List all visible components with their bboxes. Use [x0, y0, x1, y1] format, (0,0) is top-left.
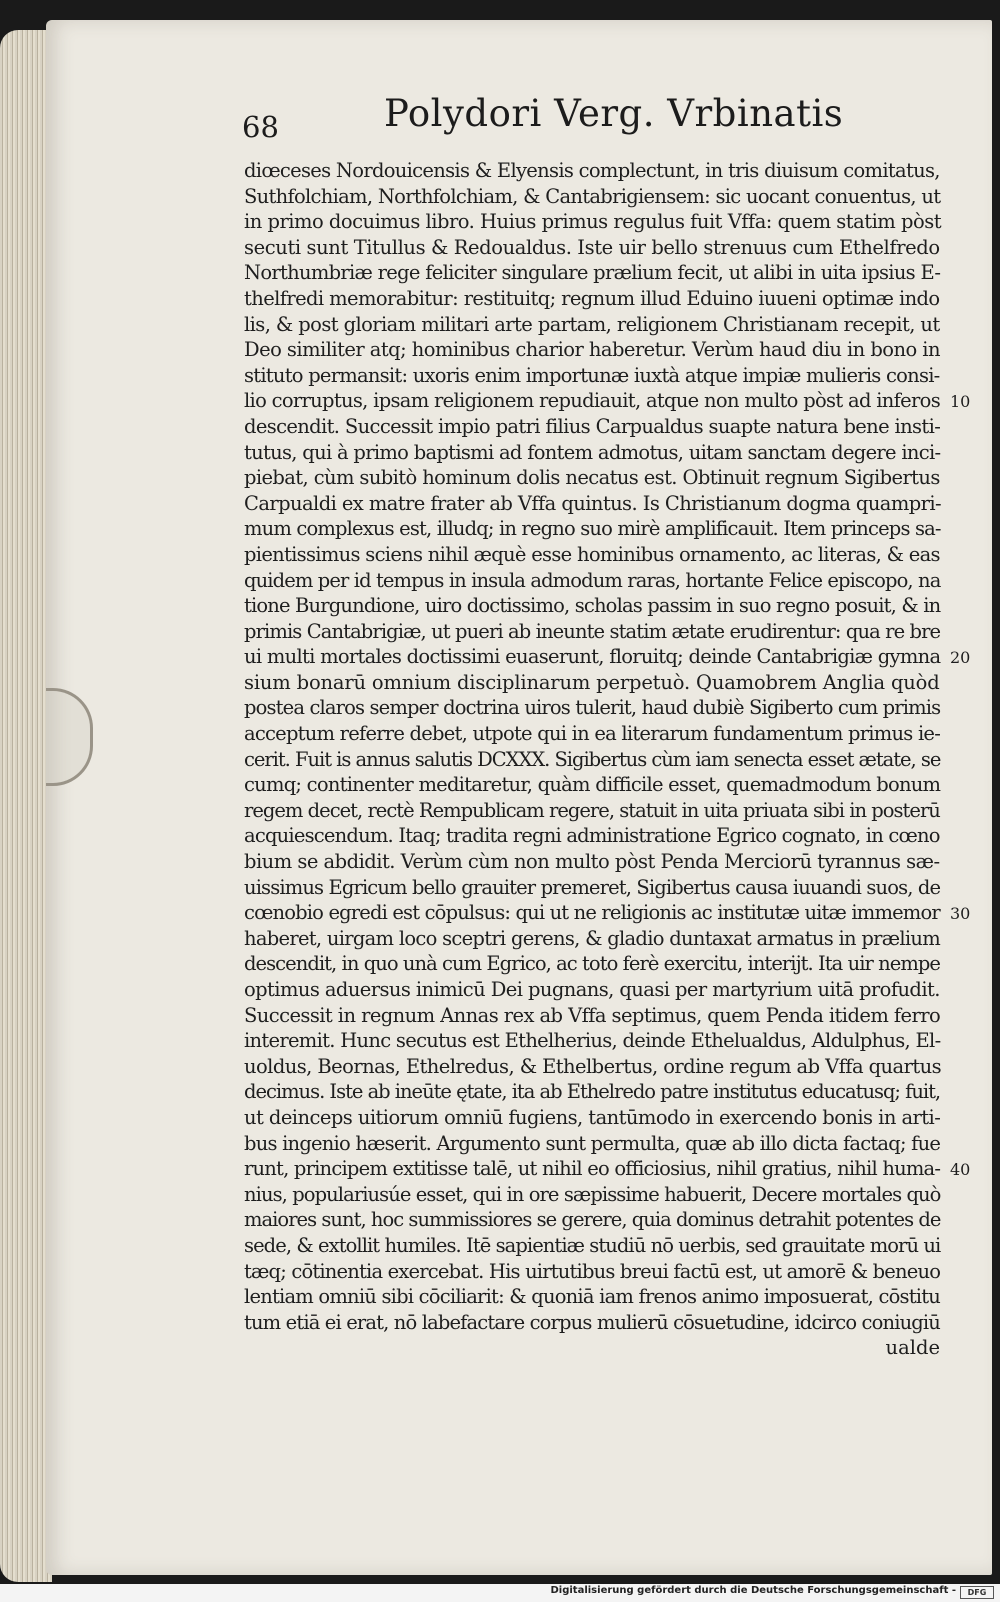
margin-line-number: 30 — [950, 904, 971, 924]
text-line: ut deinceps uitiorum omniū fugiens, tantūmodo in exercendo bonis in arti- — [244, 1105, 941, 1129]
text-line: secuti sunt Titullus & Redoualdus. Iste uir bello strenuus cum Ethelfredo — [244, 235, 940, 259]
text-line: regem decet, rectè Rempublicam regere, statuit in uita priuata sibi in posterū — [244, 798, 940, 822]
text-line: runt, principem extitisse talē, ut nihil eo officiosius, nihil gratius, nihil huma- — [244, 1157, 941, 1181]
text-line: Carpualdi ex matre frater ab Vffa quintus. Is Christianum dogma quampri- — [244, 491, 942, 515]
text-line: bium se abdidit. Verùm cùm non multo pòst Penda Merciorū tyrannus sæ- — [244, 850, 940, 874]
text-line: Deo similiter atq; hominibus charior haberetur. Verùm haud diu in bono in — [244, 338, 941, 362]
footer-credit: Digitalisierung gefördert durch die Deutsche Forschungsgemeinschaft - — [550, 1585, 956, 1596]
text-line: tæq; cōtinentia exercebat. His uirtutibus breui factū est, ut amorē & beneuo — [244, 1259, 941, 1283]
text-line: uissimus Egricum bello grauiter premeret, Sigibertus causa iuuandi suos, de — [244, 875, 941, 899]
text-line: haberet, uirgam loco sceptri gerens, & gladio duntaxat armatus in prælium — [244, 926, 941, 950]
page-number: 68 — [242, 110, 279, 144]
text-line: tutus, qui à primo baptismi ad fontem admotus, uitam sanctam degere inci- — [244, 440, 941, 464]
margin-line-number: 40 — [950, 1160, 971, 1180]
text-line: acquiescendum. Itaq; tradita regni administratione Egrico cognato, in cœno — [244, 824, 940, 848]
text-line: in primo docuimus libro. Huius primus regulus fuit Vffa: quem statim pòst — [244, 210, 942, 234]
margin-line-number: 10 — [950, 392, 971, 412]
footer-bar — [0, 1584, 1000, 1602]
text-line: primis Cantabrigiæ, ut pueri ab ineunte statim ætate erudirentur: qua re bre — [244, 619, 941, 643]
text-line: diœceses Nordouicensis & Elyensis complectunt, in tris diuisum comitatus, — [244, 159, 940, 182]
text-line: thelfredi memorabitur: restituitq; regnum illud Eduino iuueni optimæ indo — [244, 286, 940, 310]
text-line: interemit. Hunc secutus est Ethelherius, deinde Ethelualdus, Aldulphus, El- — [244, 1029, 941, 1053]
text-line: acceptum referre debet, utpote qui in ea literarum fundamentum primus ie- — [244, 722, 941, 746]
text-line: Successit in regnum Annas rex ab Vffa septimus, quem Penda itidem ferro — [244, 1003, 941, 1027]
dfg-logo-icon: DFG — [960, 1586, 994, 1599]
text-line: mum complexus est, illudq; in regno suo mirè amplificauit. Item princeps sa- — [244, 517, 941, 541]
text-line: sium bonarū omnium disciplinarum perpetuò. Quamobrem Anglia quòd — [244, 670, 940, 694]
text-line: lentiam omniū sibi cōciliarit: & quoniā iam frenos animo imposuerat, cōstitu — [244, 1285, 941, 1309]
text-line: lio corruptus, ipsam religionem repudiauit, atque non multo pòst ad inferos — [244, 389, 941, 413]
text-line: cœnobio egredi est cōpulsus: qui ut ne religionis ac institutæ uitæ immemor — [244, 901, 940, 925]
text-line: uoldus, Beornas, Ethelredus, & Ethelbertus, ordine regum ab Vffa quartus — [244, 1054, 942, 1078]
text-line: Suthfolchiam, Northfolchiam, & Cantabrigiensem: sic uocant conuentus, ut — [244, 184, 941, 208]
text-line: cerit. Fuit is annus salutis DCXXX. Sigibertus cùm iam senecta esset ætate, se — [244, 747, 941, 771]
text-line: descendit. Successit impio patri filius Carpualdus suapte natura bene insti- — [244, 414, 941, 438]
text-line: piebat, cùm subitò hominum dolis necatus est. Obtinuit regnum Sigibertus — [244, 466, 940, 490]
text-line: descendit, in quo unà cum Egrico, ac toto ferè exercitu, interijt. Ita uir nempe — [244, 952, 940, 976]
text-line: maiores sunt, hoc summissiores se gerere, quia dominus detrahit potentes de — [244, 1208, 941, 1232]
text-line: stituto permansit: uxoris enim importunæ iuxtà atque impiæ mulieris consi- — [244, 363, 940, 387]
body-text — [244, 158, 940, 1361]
text-line: tum etiā ei erat, nō labefactare corpus mulierū cōsuetudine, idcirco coniugiū — [244, 1310, 940, 1334]
text-line: quidem per id tempus in insula admodum raras, hortante Felice episcopo, na — [244, 568, 941, 592]
text-line: ui multi mortales doctissimi euaserunt, floruitq; deinde Cantabrigiæ gymna — [244, 645, 941, 669]
text-line: Northumbriæ rege feliciter singulare prælium fecit, ut alibi in uita ipsius E- — [244, 261, 941, 285]
margin-line-number: 20 — [950, 648, 971, 668]
text-line: pientissimus sciens nihil æquè esse hominibus ornamento, ac literas, & eas — [244, 542, 940, 566]
page-edges — [0, 30, 52, 1582]
book-clip — [46, 688, 93, 786]
text-line: tione Burgundione, uiro doctissimo, scholas passim in suo regno posuit, & in — [244, 594, 941, 618]
text-line: cumq; continenter meditaretur, quàm difficile esset, quemadmodum bonum — [244, 773, 941, 797]
text-line: decimus. Iste ab ineūte ętate, ita ab Ethelredo patre institutus educatusq; fuit, — [244, 1080, 941, 1104]
running-title: Polydori Verg. Vrbinatis — [384, 92, 844, 135]
text-line: sede, & extollit humiles. Itē sapientiæ studiū nō uerbis, sed grauitate morū ui — [244, 1233, 941, 1257]
text-line: optimus aduersus inimicū Dei pugnans, quasi per martyrium uitā profudit. — [244, 978, 940, 1001]
text-line: nius, populariusúe esset, qui in ore sæpissime habuerit, Decere mortales quò — [244, 1182, 941, 1206]
text-line: ualde — [885, 1336, 940, 1360]
text-line: bus ingenio hæserit. Argumento sunt permulta, quæ ab illo dicta factaq; fue — [244, 1131, 941, 1155]
text-line: lis, & post gloriam militari arte partam, religionem Christianam recepit, ut — [244, 312, 940, 336]
text-line: postea claros semper doctrina uiros tulerit, haud dubiè Sigiberto cum primis — [244, 696, 941, 720]
